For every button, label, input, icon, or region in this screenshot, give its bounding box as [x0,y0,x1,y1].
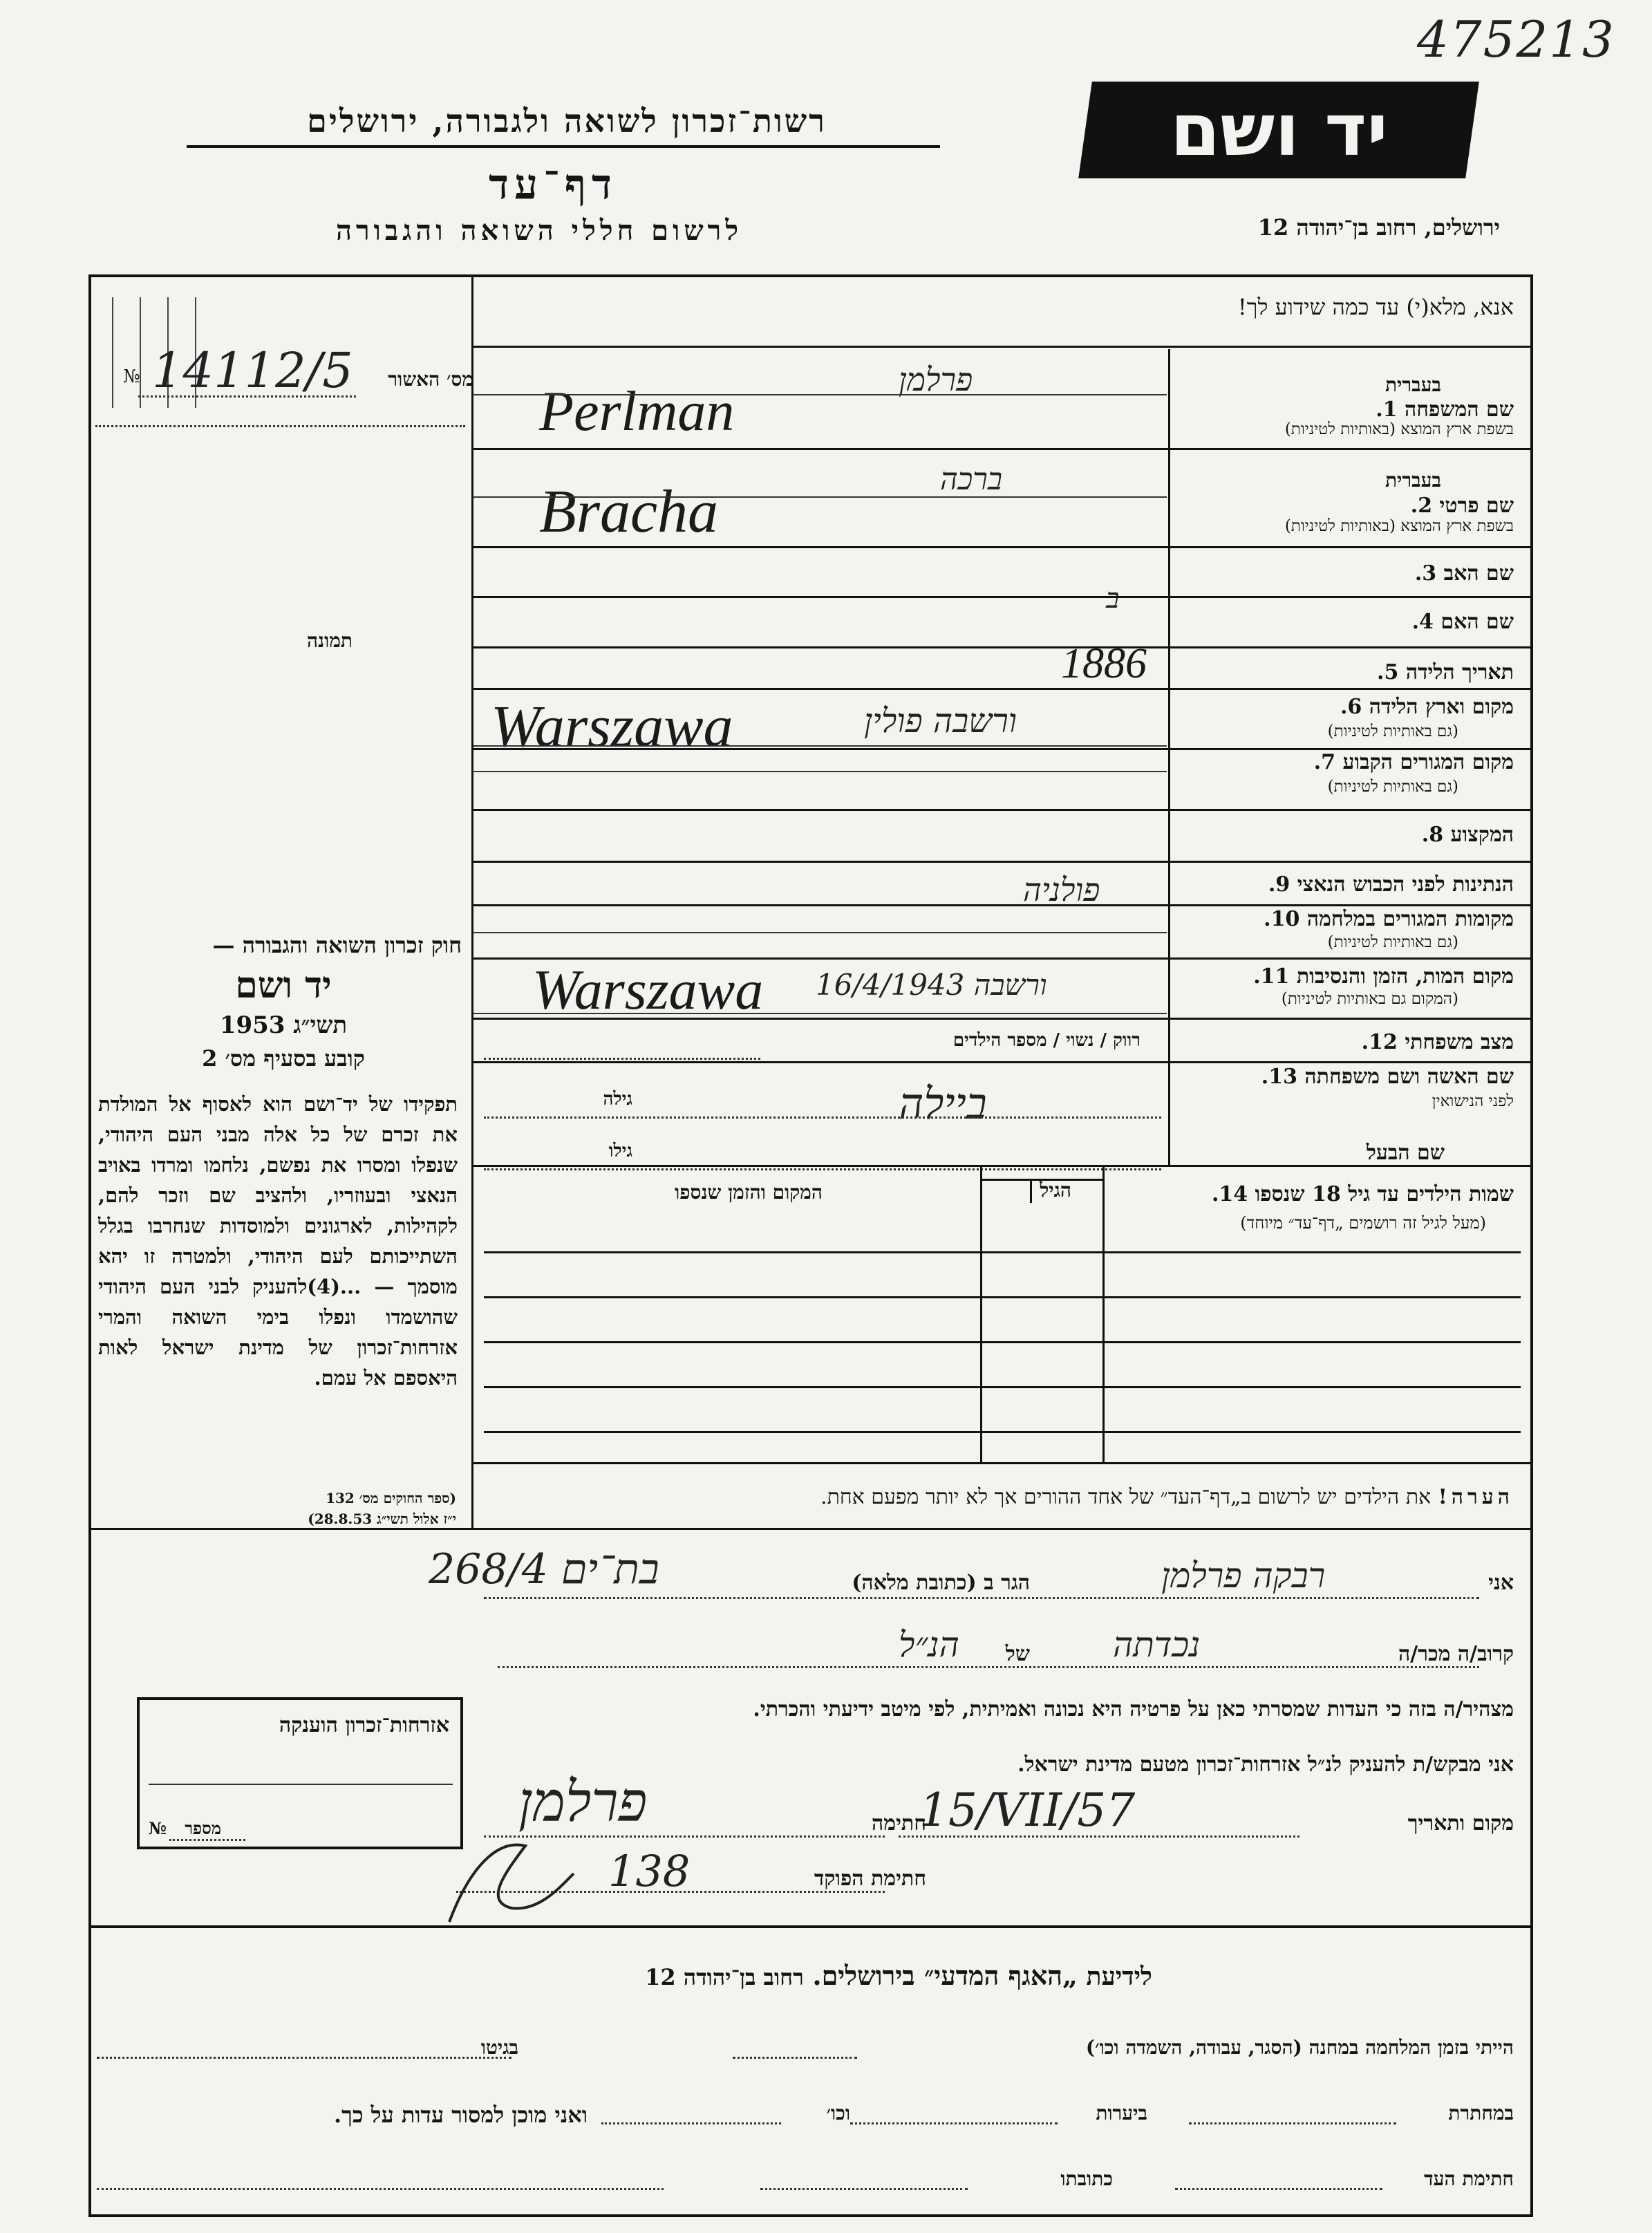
marital-options: רווק / נשוי / מספר הילדים [952,1030,1141,1051]
footer-line2-d: ואני מוכן למסור עדות על כך. [333,2102,588,2128]
decl-witness-name[interactable]: רבקה פרלמן [1161,1555,1326,1596]
field-13-label: שם האשה ושם משפחתה 13. [1261,1065,1514,1089]
field-6-label: מקום וארץ הלידה 6. [1340,695,1514,719]
field-4-label: שם האם 4. [1411,610,1514,634]
also-latin-10: (גם באותיות לטיניות) [1327,933,1458,951]
header-address: ירושלים, רחוב בן־יהודה 12 [1257,214,1500,241]
field-10-label: מקומות המגורים במלחמה 10. [1264,907,1514,931]
field-11-note: (המקום גם באותיות לטיניות) [1281,990,1458,1008]
registration-value[interactable]: 14112/5 [152,342,353,399]
footer-line2-a: במחתרת [1448,2102,1514,2124]
children-title: שמות הילדים עד גיל 18 שנספו 14. [1211,1182,1514,1206]
intro-row-line [471,346,1533,348]
field-1-value-latin[interactable]: Perlman [539,380,735,442]
age-female-label: גילה [603,1089,632,1110]
photo-label: תמונה [306,629,353,652]
field-1-value-hebrew[interactable]: פרלמן [899,361,973,398]
law-source-1: (ספר החוקים מס׳ 132 [326,1490,456,1506]
field-3-value[interactable]: ב [1106,583,1120,615]
footer-line3-b: כתובתו [1060,2167,1113,2190]
law-source-2: י״ז אלול תשי״ג 28.8.53) [308,1511,456,1527]
decl-signature[interactable]: פרלמן [518,1770,648,1834]
law-clause: קובע בסעיף מס׳ 2 [202,1045,365,1072]
remark: הערה! את הילדים יש לרשום ב„דף־העד״ של אחד ההורים אך לא יותר מפעם אחת. [820,1485,1514,1509]
decl-statement: מצהיר/ה בזה כי העדות שמסרתי כאן על פרטיה היא נכונה ואמיתית, לפי מיטב ידיעתי והכרתי. [753,1697,1514,1721]
field-6-value-hebrew[interactable]: ורשבה פולין [864,702,1017,740]
decl-of-label: של [1005,1642,1030,1666]
authority-title: רשות־זכרון לשואה ולגבורה, ירושלים [307,102,827,140]
logo-text: יד ושם [1170,88,1388,172]
latin-note-2: בשפת ארץ המוצא (באותיות לטיניות) [1284,517,1514,535]
children-col-place: המקום והזמן שנספו [675,1181,823,1204]
law-title: חוק זכרון השואה והגבורה — [212,932,462,958]
footer-line1-b: בגיטו [480,2036,518,2059]
also-latin-6: (גם באותיות לטיניות) [1327,722,1458,740]
footer-title: לידיעת „האגף המדעי״ בירושלים. רחוב בן־יהודה 12 [645,1960,1152,1991]
field-9-label: הנתינות לפני הכבוש הנאצי 9. [1268,872,1514,897]
registration-line [138,395,356,398]
children-col-age: הגיל [1040,1179,1071,1202]
officer-signature-label: חתימת הפוקד [814,1867,926,1891]
field-2-value-hebrew[interactable]: ברכה [940,462,1003,497]
registration-no-sign: № [123,366,140,387]
husband-label: שם הבעל [1366,1141,1445,1165]
certificate-no-sign: № [149,1818,167,1838]
officer-signature-scribble [442,1825,581,1929]
age-male-label: גילו [608,1141,632,1161]
yad-vashem-logo [1078,82,1479,178]
title-underline [187,145,940,148]
field-5-value[interactable]: 1886 [1061,640,1147,687]
field-9-value[interactable]: פולניה [1023,871,1100,908]
form-intro: אנא, מלא(י) עד כמה שידוע לך! [1237,294,1514,320]
decl-address[interactable]: 268/4 בת־ים [429,1545,659,1594]
also-latin-7: (גם באותיות לטיניות) [1327,778,1458,796]
officer-signature[interactable]: 138 [608,1846,691,1896]
children-note: (מעל לגיל זה רושמים „דף־עד״ מיוחד) [1240,1213,1486,1233]
decl-i-am: אני [1488,1571,1514,1595]
field-11-value-hebrew[interactable]: ורשבה 16/4/1943 [816,968,1047,1002]
field-12-label: מצב משפחתי 12. [1361,1030,1514,1054]
decl-of-value[interactable]: הנ״ל [899,1625,959,1665]
before-marriage: לפני הנישואין [1432,1092,1514,1110]
decl-relative-label: קרוב/ה מכר/ה [1398,1642,1514,1666]
field-11-value-latin[interactable]: Warszawa [532,958,764,1021]
decl-place-date-label: מקום ותאריך [1407,1811,1514,1835]
handwritten-serial-number: 475213 [1417,10,1615,68]
footer-line2-b: ביערות [1096,2102,1147,2124]
footer-line3-a: חתימת העד [1424,2167,1514,2190]
field-13-value[interactable]: ביילה [899,1078,987,1129]
footer-separator [88,1925,1533,1928]
field-1-label: שם המשפחה 1. [1376,398,1514,422]
in-hebrew-2: בעברית [1385,469,1441,492]
decl-residing: הגר ב (כתובת מלאה) [852,1571,1030,1595]
decl-request: אני מבקש/ת להעניק לנ״ל אזרחות־זכרון מטעם מדינת ישראל. [1017,1753,1514,1777]
law-text: תפקידו של יד־ושם הוא לאסוף אל המולדת את זכרם של כל אלה מבני העם היהודי, שנפלו ומסרו את נפשם, נלחמו ומרדו באויב הנאצי ובעוזריו, ולהציב שם וזכר להם, לקהילות, לארגונים ולמוסדות שנחרבו בגלל השתייכותם לעם היהודי, ולמטרה זו יהא מוסמך — ...(4)להעניק לבני העם היהודי שהושמדו ונפלו בימי השואה והמרי אזרחות־זכרון של מדינת ישראל לאות היאספם אל עמם. [98,1092,458,1390]
label-column-divider [1168,349,1170,1165]
field-6-value-latin[interactable]: Warszawa [491,693,733,759]
in-hebrew-1: בעברית [1385,373,1441,396]
law-name: יד ושם [235,964,332,1007]
field-5-label: תאריך הלידה 5. [1377,660,1514,684]
field-8-label: המקצוע 8. [1421,823,1514,847]
registration-label: מס׳ האשור [388,368,473,391]
field-2-value-latin[interactable]: Bracha [539,478,719,545]
certificate-title: אזרחות־זכרון הוענקה [279,1713,449,1737]
decl-place-date[interactable]: 15/VII/57 [919,1784,1136,1837]
field-7-label: מקום המגורים הקבוע 7. [1313,750,1514,774]
certificate-number-label: מספר [185,1818,221,1838]
field-2-label: שם פרטי 2. [1410,494,1514,518]
field-3-label: שם האב 3. [1414,561,1514,586]
decl-relation[interactable]: נכדתה [1113,1625,1201,1665]
law-year: תשי״ג 1953 [219,1011,348,1039]
footer-line2-c: וכו׳ [826,2102,850,2124]
field-11-label: מקום המות, הזמן והנסיבות 11. [1253,964,1514,989]
form-subtitle: לרשום חללי השואה והגבורה [335,214,743,247]
decl-signature-label: חתימה [872,1811,926,1835]
footer-line1-a: הייתי בזמן המלחמה במחנה (הסגר, עבודה, השמדה וכו׳) [1085,2036,1514,2059]
left-column-divider [471,274,473,1528]
form-title: דף־עד [489,160,617,209]
latin-note-1: בשפת ארץ המוצא (באותיות לטיניות) [1284,420,1514,438]
